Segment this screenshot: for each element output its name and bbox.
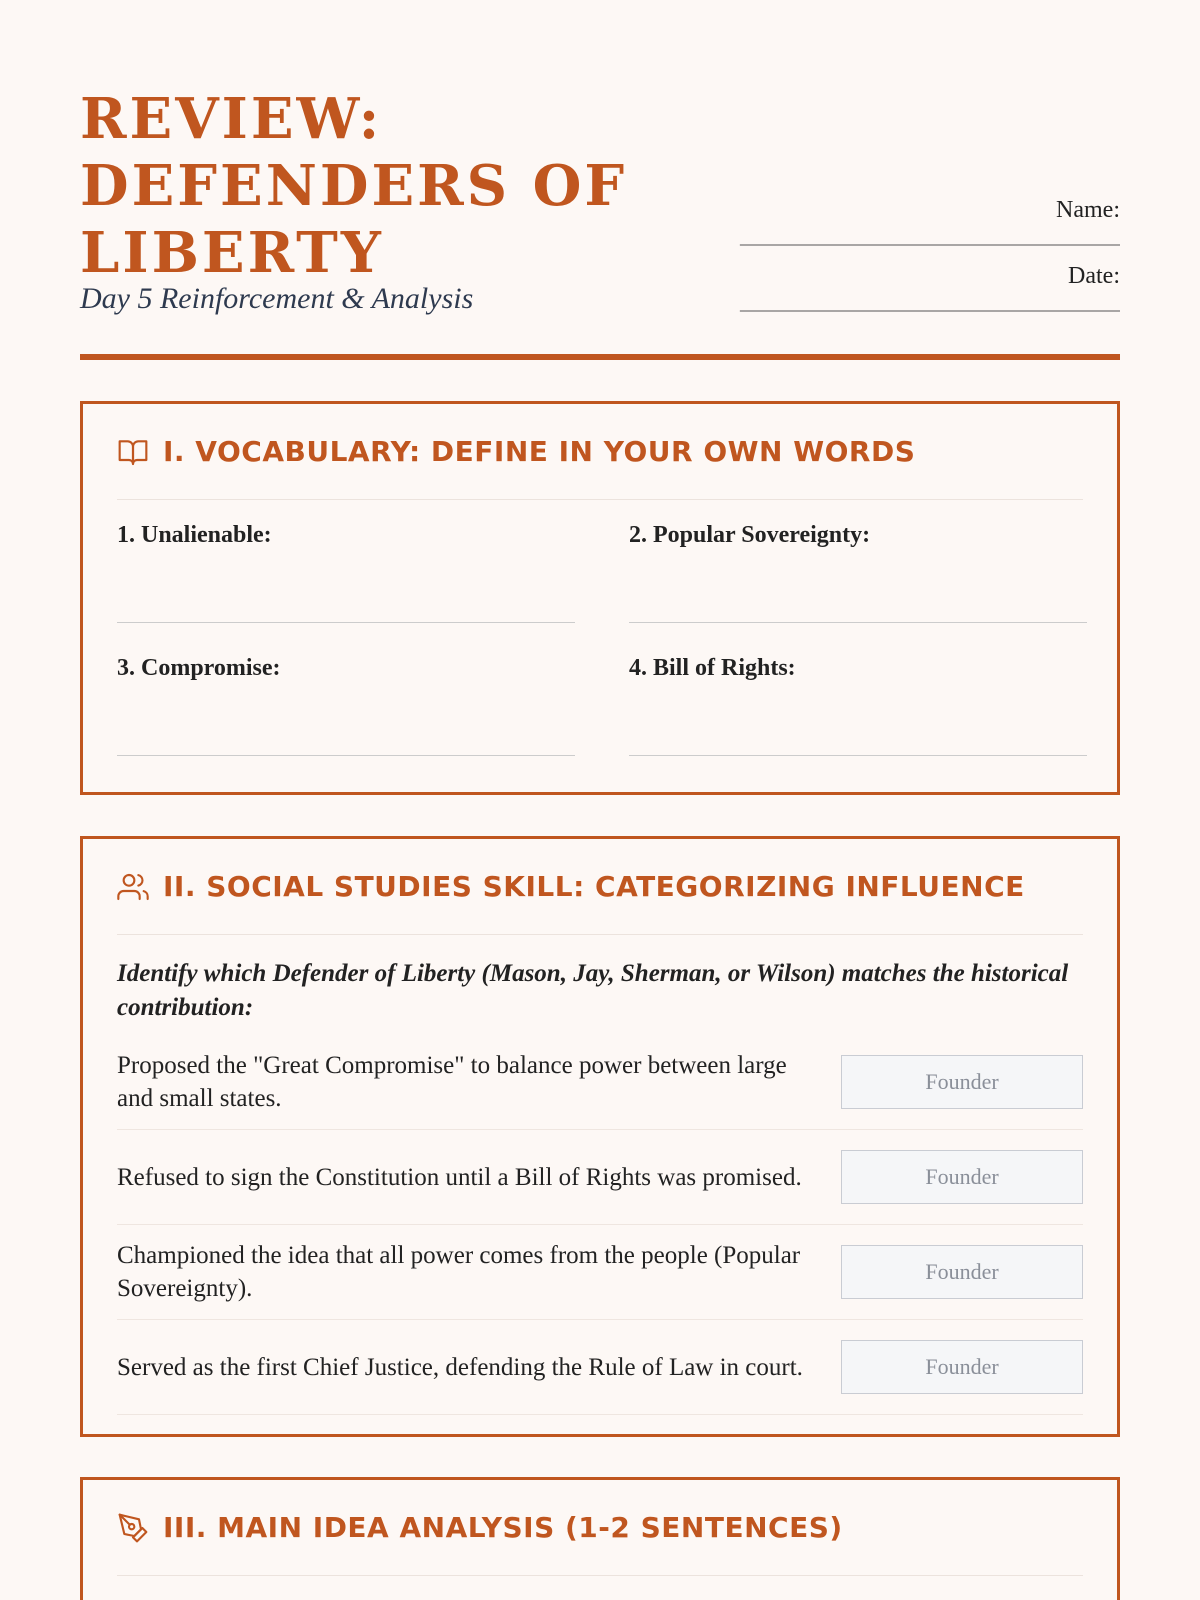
contribution-text: Championed the idea that all power comes from the people (Popular Sovereignty). [117, 1242, 801, 1302]
header-divider [80, 354, 1120, 360]
vocabulary-grid [117, 522, 1083, 756]
contribution-text: Proposed the "Great Compromise" to balance power between large and small states. [117, 1052, 787, 1112]
founder-answer-box[interactable]: Founder [841, 1245, 1083, 1299]
page-subtitle: Day 5 Reinforcement & Analysis [80, 282, 474, 315]
contribution-text: Refused to sign the Constitution until a Bill of Rights was promised. [117, 1163, 802, 1191]
vocab-answer-popular-sovereignty[interactable] [629, 522, 1087, 623]
match-row [117, 1130, 1083, 1225]
skill-title: II. SOCIAL STUDIES SKILL: CATEGORIZING INFLUENCE [163, 870, 1025, 903]
match-row [117, 1320, 1083, 1415]
vocab-answer-unalienable[interactable] [117, 522, 575, 623]
vocab-term: 3. Compromise: [117, 655, 281, 681]
vocab-answer-compromise[interactable] [117, 655, 575, 756]
match-row [117, 1035, 1083, 1130]
contribution-text: Served as the first Chief Justice, defending the Rule of Law in court. [117, 1353, 803, 1381]
name-field[interactable]: ______________________________________ [740, 226, 1120, 248]
date-label: Date: [1068, 263, 1120, 289]
name-label: Name: [1056, 197, 1120, 223]
student-info [675, 194, 1120, 326]
vocabulary-header [117, 404, 1083, 500]
page-title: REVIEW: DEFENDERS OF LIBERTY [80, 86, 628, 286]
vocabulary-title: I. VOCABULARY: DEFINE IN YOUR OWN WORDS [163, 435, 916, 468]
skill-section [80, 836, 1120, 1437]
founder-answer-box[interactable]: Founder [841, 1055, 1083, 1109]
skill-header [117, 839, 1083, 935]
skill-instructions: Identify which Defender of Liberty (Mason, Jay, Sherman, or Wilson) matches the historical contribution: [117, 960, 1069, 1021]
vocabulary-section [80, 401, 1120, 795]
vocab-term: 1. Unalienable: [117, 522, 272, 548]
worksheet-header [80, 86, 1120, 354]
users-icon [117, 869, 153, 905]
main-idea-section [80, 1477, 1120, 1600]
date-field[interactable]: ______________________________________ [740, 292, 1120, 314]
main-idea-header [117, 1480, 1083, 1576]
vocab-answer-bill-of-rights[interactable] [629, 655, 1087, 756]
founder-answer-box[interactable]: Founder [841, 1150, 1083, 1204]
vocab-term: 4. Bill of Rights: [629, 655, 796, 681]
founder-answer-box[interactable]: Founder [841, 1340, 1083, 1394]
main-idea-title: III. MAIN IDEA ANALYSIS (1-2 SENTENCES) [163, 1511, 843, 1544]
vocab-term: 2. Popular Sovereignty: [629, 522, 871, 548]
book-icon [117, 434, 153, 470]
pen-tool-icon [117, 1510, 153, 1546]
match-row [117, 1225, 1083, 1320]
